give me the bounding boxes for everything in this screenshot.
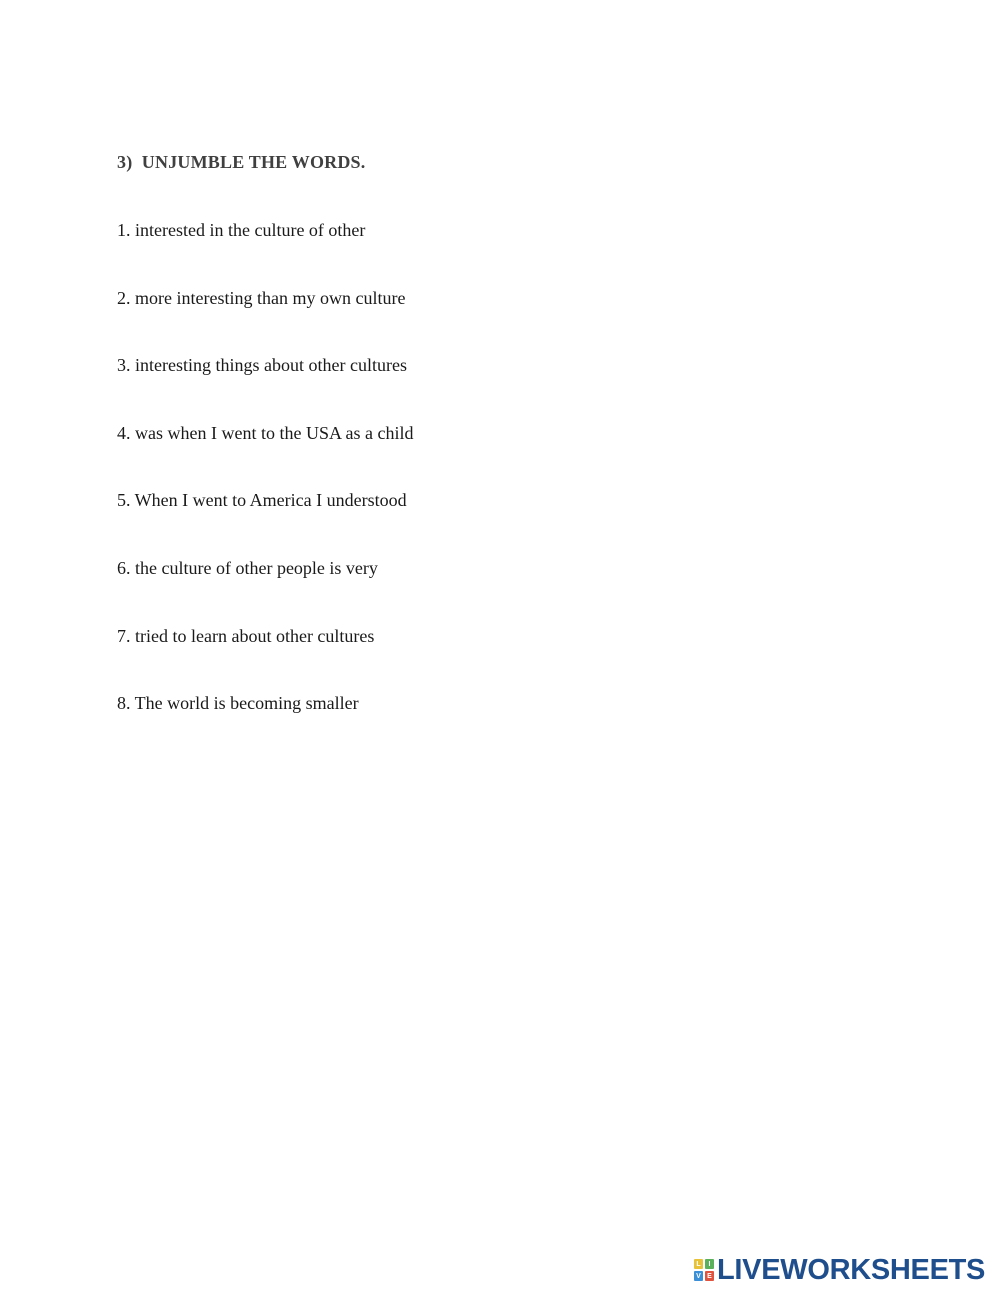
sentence-item-2: 2. more interesting than my own culture <box>117 287 406 308</box>
sentence-item-1: 1. interested in the culture of other <box>117 220 366 240</box>
sentence-item-6: 6. the culture of other people is very <box>117 557 378 578</box>
exercise-heading: 3) UNJUMBLE THE WORDS. <box>117 152 366 172</box>
logo-mark-cell: E <box>705 1271 714 1281</box>
logo-mark-cell: L <box>694 1259 703 1269</box>
logo-mark-cell: I <box>705 1259 714 1269</box>
sentence-item-7: 7. tried to learn about other cultures <box>117 625 375 646</box>
logo-mark-icon <box>694 1259 714 1281</box>
sentence-item-4: 4. was when I went to the USA as a child <box>117 422 414 443</box>
sentence-item-3: 3. interesting things about other cultures <box>117 355 407 376</box>
logo-text: LIVEWORKSHEETS <box>717 1254 986 1286</box>
logo-mark-cell: V <box>694 1271 703 1281</box>
liveworksheets-logo <box>694 1256 985 1284</box>
sentence-list <box>117 219 413 760</box>
sentence-item-8: 8. The world is becoming smaller <box>117 693 359 714</box>
sentence-item-5: 5. When I went to America I understood <box>117 490 407 511</box>
